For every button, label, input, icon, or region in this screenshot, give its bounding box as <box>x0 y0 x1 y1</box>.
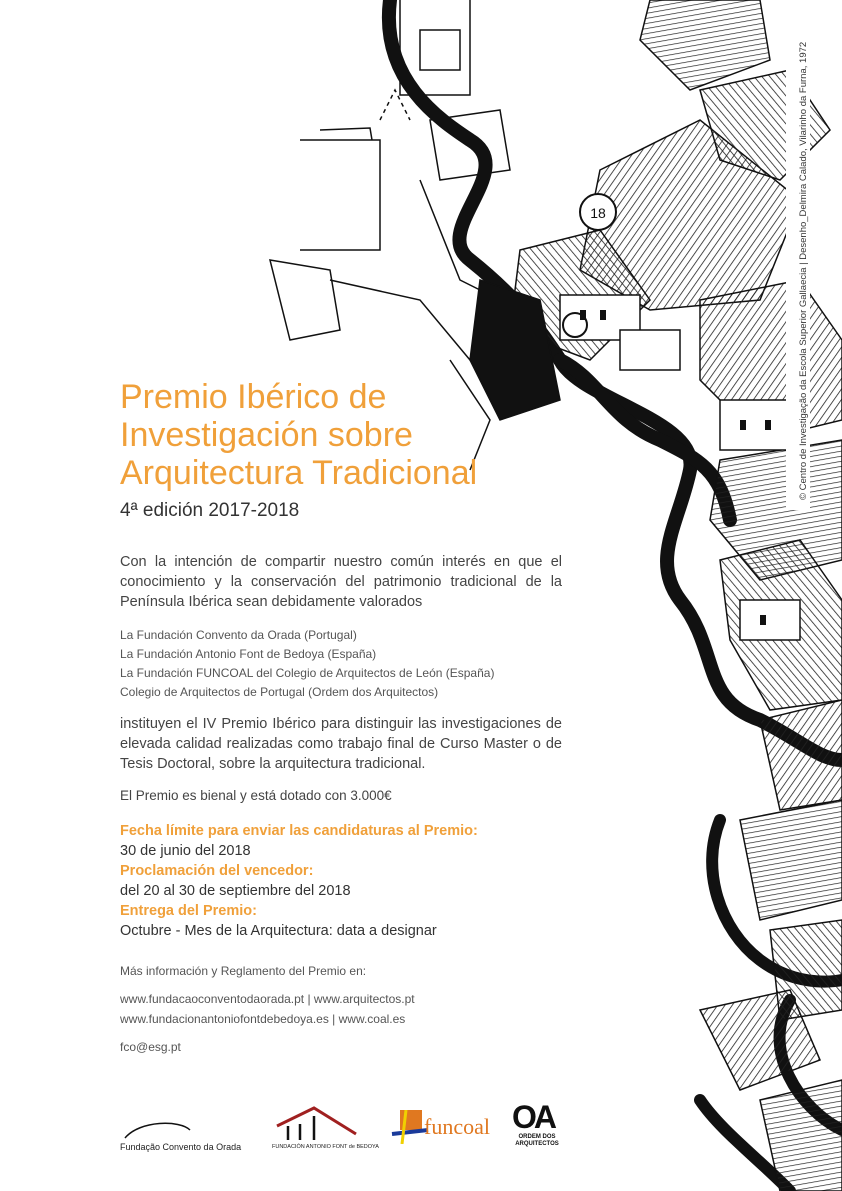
photo-credit: © Centro de Investigação da Escola Superior Gallaecia | Desenho_Delmira Calado, Vilarinho da Furna, 1972 <box>798 41 809 500</box>
info-links[interactable]: www.fundacionantoniofontdebedoya.es | www.coal.es <box>120 1012 406 1026</box>
foundation-item: La Fundación Convento da Orada (Portugal) <box>120 628 357 642</box>
bedoya-roof-icon <box>272 1104 362 1142</box>
deadline-value: Octubre - Mes de la Arquitectura: data a designar <box>120 923 437 939</box>
logo-oa-text: ORDEM DOS ARQUITECTOS <box>515 1134 559 1147</box>
page-title <box>120 378 590 492</box>
more-info <box>120 961 562 1057</box>
logo-oa <box>512 1100 562 1148</box>
intro-paragraph: Con la intención de compartir nuestro común interés en que el conocimiento y la conservación del patrimonio tradicional de la Península Ibérica sean debidamente valorados <box>120 554 562 610</box>
sponsor-logos <box>112 1100 572 1170</box>
logo-bedoya-text: FUNDACIÓN ANTONIO FONT de BEDOYA <box>272 1144 379 1150</box>
logo-orada-text: Fundação Convento da Orada <box>120 1142 242 1152</box>
deadline-value: del 20 al 30 de septiembre del 2018 <box>120 883 351 899</box>
info-links[interactable]: www.fundacaoconventodaorada.pt | www.arquitectos.pt <box>120 992 415 1006</box>
logo-oa-mark: OA <box>512 1099 554 1135</box>
foundation-item: La Fundación FUNCOAL del Colegio de Arquitectos de León (España) <box>120 666 495 680</box>
prize-amount: El Premio es bienal y está dotado con 3.000€ <box>120 788 392 803</box>
foundation-item: La Fundación Antonio Font de Bedoya (España) <box>120 647 377 661</box>
foundations-list <box>120 626 562 702</box>
deadline-value: 30 de junio del 2018 <box>120 843 251 859</box>
title-line: Arquitectura Tradicional <box>120 454 478 492</box>
deadline-label: Proclamación del vencedor: <box>120 863 314 879</box>
logo-orada <box>120 1120 260 1155</box>
logo-funcoal <box>390 1110 490 1149</box>
title-line: Investigación sobre <box>120 416 413 454</box>
body-paragraph: instituyen el IV Premio Ibérico para distinguir las investigaciones de elevada calidad realizadas como trabajo final de Curso Master o de Tesis Doctoral, sobre la arquitectura tradicional. <box>120 716 562 772</box>
logo-funcoal-text: funcoal <box>424 1114 490 1139</box>
map-marker-label: 18 <box>590 205 606 221</box>
edition-label: 4ª edición 2017-2018 <box>120 500 300 521</box>
foundation-item: Colegio de Arquitectos de Portugal (Ordem dos Arquitectos) <box>120 685 439 699</box>
deadlines-section <box>120 821 562 941</box>
title-line: Premio Ibérico de <box>120 378 387 416</box>
deadline-label: Fecha límite para enviar las candidaturas al Premio: <box>120 823 478 839</box>
building-outline <box>300 140 380 250</box>
more-info-heading: Más información y Reglamento del Premio en: <box>120 964 367 978</box>
contact-email[interactable]: fco@esg.pt <box>120 1040 181 1054</box>
deadline-label: Entrega del Premio: <box>120 903 257 919</box>
main-content <box>120 378 562 1057</box>
logo-bedoya <box>272 1104 379 1150</box>
